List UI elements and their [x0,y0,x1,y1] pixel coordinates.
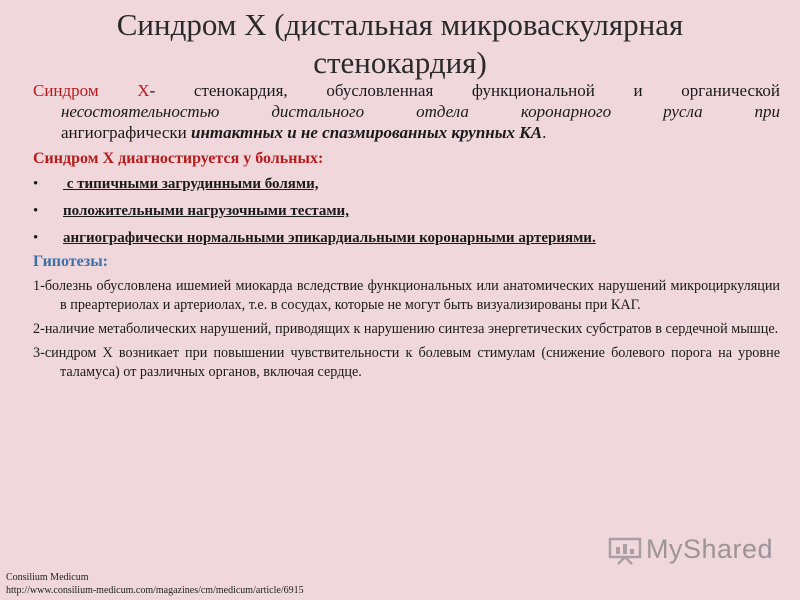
diagnosis-header: Синдром Х диагностируется у больных: [33,150,324,167]
definition-line3 [33,122,780,143]
list-item-text: ангиографически нормальными эпикардиальными коронарными артериями. [63,230,596,246]
definition-plain: ангиографически [61,123,187,142]
slide-content [33,80,780,382]
definition-bold-italic: интактных и не спазмированных крупных КА [191,123,543,142]
slide-title [0,6,800,82]
bullet-icon: • [33,230,39,246]
presentation-board-icon [608,535,642,565]
hypothesis-item: 3-синдром Х возникает при повышении чувствительности к болевым стимулам (снижение болевого порога на уровне таламуса) от различных органов, включая сердце. [33,345,780,380]
footer-url[interactable]: http://www.consilium-medicum.com/magazines/cm/medicum/article/6915 [6,585,304,596]
definition-italic: несостоятельностью дистального отдела коронарного русла при [61,102,780,121]
diagnosis-list [33,174,780,255]
list-item-text: с типичными загрудинными болями, [63,176,319,192]
watermark-text: MyShared [646,534,774,564]
footer [6,571,304,597]
hypothesis-item: 1-болезнь обусловлена ишемией миокарда вследствие функциональных или анатомических нарушений микроциркуляции в преартериолах и артериолах, т.е. в сосудах, которые не могут быть визуализированы при КАГ. [33,278,780,313]
hypotheses-title: Гипотезы: [33,253,109,270]
slide-title-line1: Синдром X (дистальная микроваскулярная [116,7,684,42]
definition-line1-rest: - стенокардия, обусловленная функциональной и органической [149,81,781,100]
list-item [33,201,780,228]
list-item-text: положительными нагрузочными тестами, [63,203,349,219]
bullet-icon: • [33,203,39,219]
watermark-logo [608,534,773,565]
definition-line1 [33,80,780,101]
list-item [33,174,780,201]
hypothesis-item: 2-наличие метаболических нарушений, приводящих к нарушению синтеза энергетических субстратов в сердечной мышце. [33,321,779,337]
list-item [33,228,780,255]
footer-source: Consilium Medicum [6,572,89,583]
slide-title-line2: стенокардия) [313,45,487,80]
definition-end: . [542,123,547,142]
definition-term: Синдром Х [33,81,150,100]
definition-line2 [33,101,780,122]
bullet-icon: • [33,176,39,192]
definition-paragraph [33,80,780,143]
